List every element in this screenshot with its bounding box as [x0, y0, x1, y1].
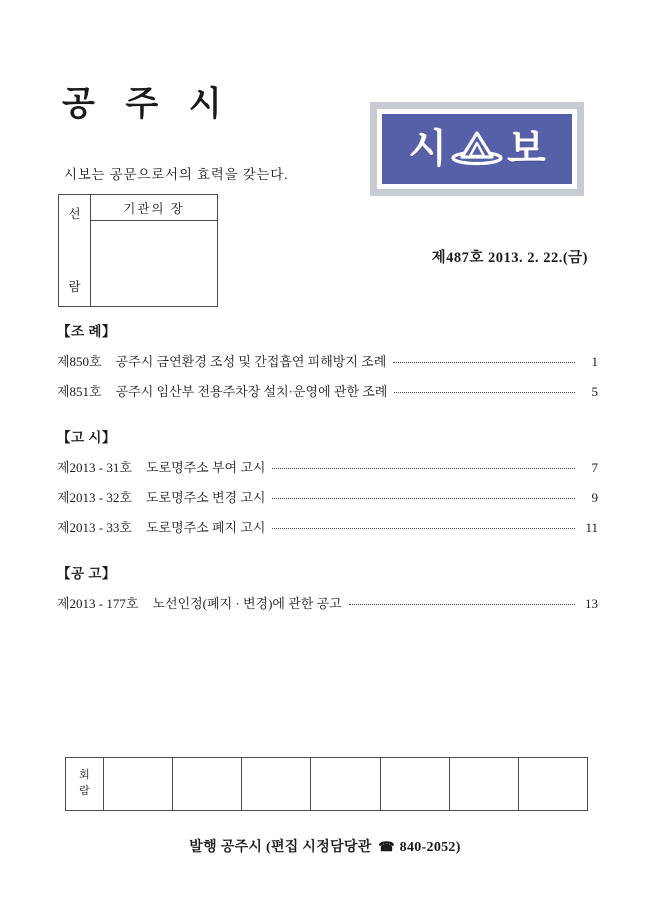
toc-entry-page-number: 9	[591, 490, 598, 505]
circulation-cell[interactable]	[381, 758, 450, 810]
mountain-triangle-emblem-icon	[451, 128, 503, 170]
toc-entry-number: 제2013 - 33호	[57, 520, 132, 535]
circulation-cell[interactable]	[519, 758, 587, 810]
toc-entry-title: 공주시 금연환경 조성 및 간접흡연 피해방지 조례	[115, 354, 387, 369]
toc-entry-page-number: 11	[585, 520, 598, 535]
circulation-label-bottom: 람	[79, 785, 90, 797]
toc-entry-number: 제2013 - 177호	[57, 596, 139, 611]
toc-entry-title: 도로명주소 부여 고시	[145, 460, 266, 475]
issue-number-date: 제487호 2013. 2. 22.(금)	[431, 250, 588, 266]
masthead-tagline: 시보는 공문으로서의 효력을 갖는다.	[64, 167, 289, 182]
page-title: 공 주 시	[62, 86, 233, 123]
toc-entry-page-number: 1	[591, 354, 598, 369]
toc-section	[57, 320, 598, 400]
toc-section-heading: 【고 시】	[57, 430, 116, 445]
toc-dot-leader	[393, 361, 575, 363]
toc-section	[57, 426, 598, 536]
footer-publisher: 발행 공주시 (편집 시정담당관	[189, 840, 372, 855]
toc-section-heading: 【조 례】	[57, 324, 116, 339]
toc-dot-leader	[349, 603, 575, 605]
logo-char-si: 시	[408, 127, 447, 171]
footer	[0, 836, 650, 856]
toc-entry-page-number: 7	[591, 460, 598, 475]
toc-entry[interactable]	[57, 351, 598, 370]
toc-entry-page-number: 13	[585, 596, 598, 611]
approval-right-column	[91, 195, 217, 306]
approval-header-cell: 기관의 장	[91, 195, 217, 221]
siboe-logo	[370, 102, 584, 196]
toc-dot-leader	[272, 497, 575, 499]
approval-label-top: 선	[68, 207, 81, 221]
approval-signature-cell	[91, 221, 217, 306]
toc-entry-title: 도로명주소 폐지 고시	[145, 520, 266, 535]
circulation-cell[interactable]	[242, 758, 311, 810]
circulation-cell[interactable]	[173, 758, 242, 810]
logo-inner-frame	[377, 109, 577, 189]
toc-section	[57, 562, 598, 612]
toc-entry-title: 노선인정(폐지 · 변경)에 관한 공고	[152, 596, 342, 611]
circulation-cell[interactable]	[311, 758, 380, 810]
logo-blue-field	[382, 114, 572, 184]
toc-dot-leader	[272, 467, 575, 469]
toc-entry[interactable]	[57, 457, 598, 476]
approval-label-cell	[59, 195, 91, 306]
toc-entry-title: 도로명주소 변경 고시	[145, 490, 266, 505]
toc-entry-page-number: 5	[591, 384, 598, 399]
toc-entry[interactable]	[57, 517, 598, 536]
footer-phone-number: 840-2052)	[399, 840, 461, 855]
circulation-cell[interactable]	[104, 758, 173, 810]
toc-entry-title: 공주시 임산부 전용주차장 설치·운영에 관한 조례	[115, 384, 388, 399]
circulation-label-top: 회	[79, 769, 90, 782]
circulation-cell[interactable]	[450, 758, 519, 810]
toc-dot-leader	[394, 391, 575, 393]
approval-label-bottom: 람	[68, 280, 81, 294]
telephone-icon: ☎	[378, 839, 395, 854]
toc-entry[interactable]	[57, 487, 598, 506]
toc-dot-leader	[272, 527, 575, 529]
toc-entry[interactable]	[57, 381, 598, 400]
toc-entry-number: 제850호	[57, 354, 102, 369]
toc-entry-number: 제851호	[57, 384, 102, 399]
logo-char-bo: 보	[507, 127, 546, 171]
table-of-contents	[57, 320, 598, 612]
circulation-label-cell	[66, 758, 104, 810]
approval-table	[58, 194, 218, 307]
toc-entry-number: 제2013 - 31호	[57, 460, 132, 475]
toc-entry[interactable]	[57, 593, 598, 612]
toc-entry-number: 제2013 - 32호	[57, 490, 132, 505]
toc-section-heading: 【공 고】	[57, 566, 116, 581]
circulation-table	[65, 757, 588, 811]
